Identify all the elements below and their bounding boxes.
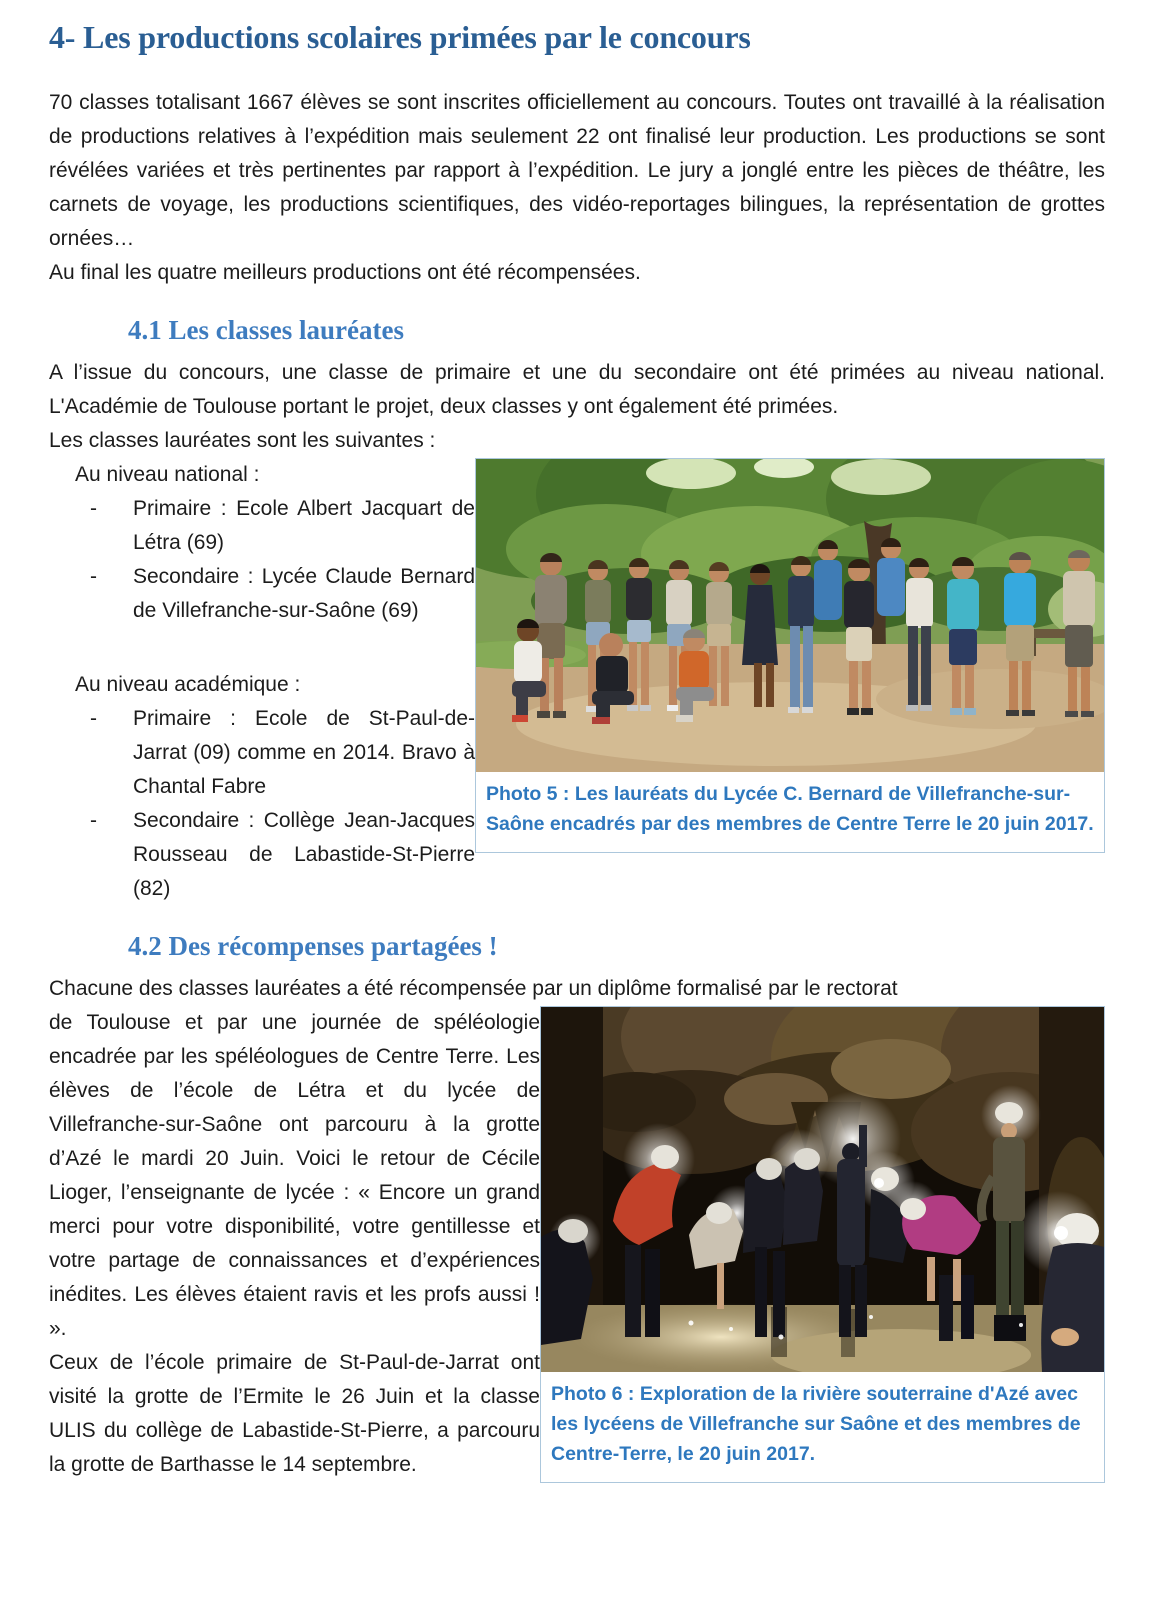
section-41-body — [49, 458, 1105, 906]
list-item: - Primaire : Ecole Albert Jacquart de Létra (69) — [133, 492, 1105, 560]
section-41-paragraph: A l’issue du concours, une classe de primaire et une du secondaire ont été primées au niveau national. L'Académie de Toulouse portant le projet, deux classes y ont également été primées. — [49, 361, 1105, 418]
photo5-caption: Photo 5 : Les lauréats du Lycée C. Bernard de Villefranche-sur-Saône encadrés par des membres de Centre Terre le 20 juin 2017. — [486, 783, 1094, 835]
academic-level-label: Au niveau académique : — [75, 673, 301, 696]
photo6-cave-image — [541, 1007, 1104, 1372]
section-42-paragraph-2: Ceux de l’école primaire de St-Paul-de-Jarrat ont visité la grotte de l’Ermite le 26 Juin et la classe ULIS du collège de Labastide-St-Pierre, a parcouru la grotte de Barthasse le 14 septembre. — [49, 1351, 540, 1476]
section-42-intro-line: Chacune des classes lauréates a été récompensée par un diplôme formalisé par le rectorat — [49, 977, 898, 1000]
national-level-list — [49, 492, 1105, 628]
section-42-body — [49, 1006, 1105, 1483]
photo6-figure — [540, 1006, 1105, 1483]
section-41-heading: 4.1 Les classes lauréates — [128, 315, 404, 345]
section-42-heading: 4.2 Des récompenses partagées ! — [128, 931, 498, 961]
photo6-caption: Photo 6 : Exploration de la rivière souterraine d'Azé avec les lycéens de Villefranche sur Saône et des membres de Centre-Terre, le 20 juin 2017. — [551, 1383, 1081, 1465]
list-item: - Secondaire : Collège Jean-Jacques Rousseau de Labastide-St-Pierre (82) — [133, 804, 1105, 906]
section-41-lead-in: Les classes lauréates sont les suivantes : — [49, 429, 436, 452]
list-item: - Primaire : Ecole de St-Paul-de-Jarrat (09) comme en 2014. Bravo à Chantal Fabre — [133, 702, 1105, 804]
list-item: - Secondaire : Lycée Claude Bernard de Villefranche-sur-Saône (69) — [133, 560, 1105, 628]
intro-final-line: Au final les quatre meilleurs productions ont été récompensées. — [49, 261, 641, 284]
intro-paragraph: 70 classes totalisant 1667 élèves se sont inscrites officiellement au concours. Toutes ont travaillé à la réalisation de productions relatives à l’expédition mais seulement 22 ont finalisé leur production. Les productions se sont révélées variées et très pertinentes par rapport à l’expédition. Le jury a jonglé entre les pièces de théâtre, les carnets de voyage, les productions scientifiques, des vidéo-reportages bilingues, la représentation de grottes ornées… — [49, 91, 1105, 250]
page-title: 4- Les productions scolaires primées par le concours — [49, 19, 751, 55]
national-level-label: Au niveau national : — [75, 463, 260, 486]
academic-level-list — [49, 702, 1105, 906]
section-42-paragraph-1: de Toulouse et par une journée de spéléologie encadrée par les spéléologues de Centre Terre. Les élèves de l’école de Létra et du lycée de Villefranche-sur-Saône ont parcouru à la grotte d’Azé le mardi 20 Juin. Voici le retour de Cécile Lioger, l’enseignante de lycée : « Encore un grand merci pour votre disponibilité, votre gentillesse et votre partage de connaissances et d’expériences inédites. Les élèves étaient ravis et les profs aussi ! ». — [49, 1011, 540, 1340]
